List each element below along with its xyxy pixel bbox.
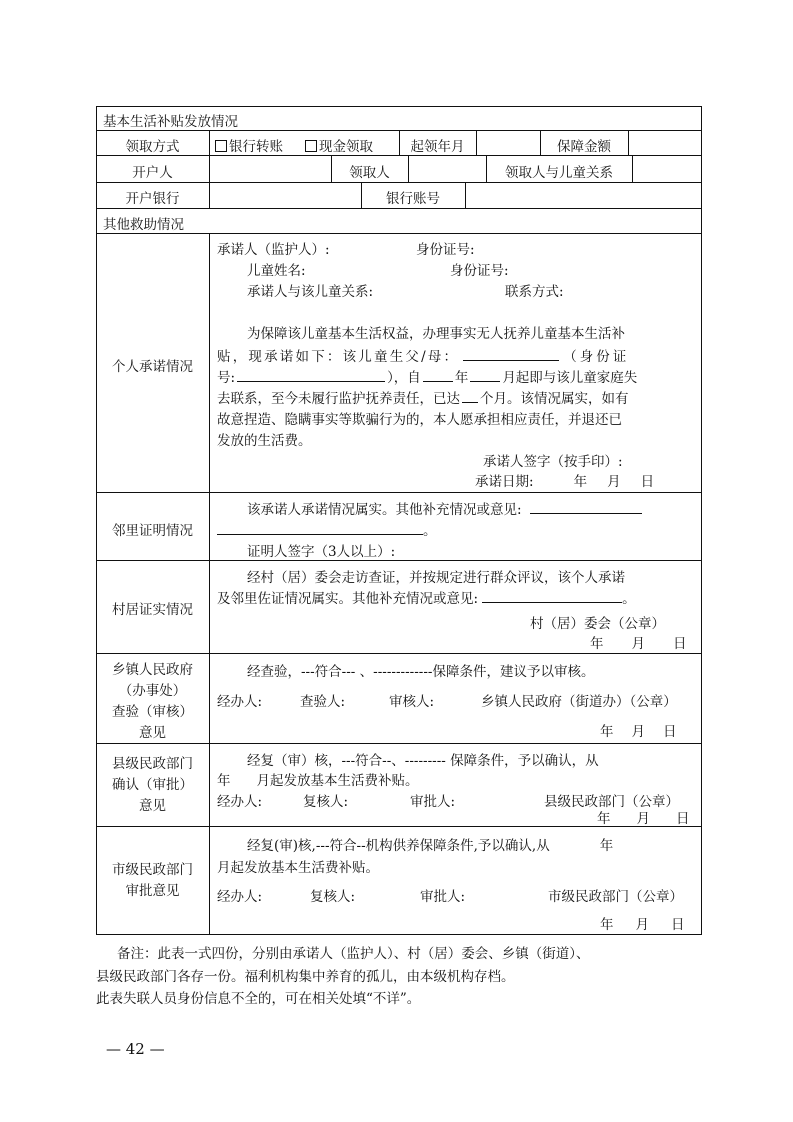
city-rechecker-label: 复核人: (310, 889, 356, 905)
option-bank-transfer[interactable]: 银行转账 (215, 135, 283, 155)
neighbor-opinion-blank[interactable] (530, 500, 642, 514)
months-blank[interactable] (462, 389, 478, 403)
county-seal: 县级民政部门（公章） (544, 794, 679, 810)
account-number-label: 银行账号 (386, 191, 440, 207)
city-text-line-1: 经复(审)核,---符合--机构供养保障条件,予以确认,从 年 (247, 838, 614, 854)
county-text-line-1: 经复（审）核，---符合--、--------- 保障条件，予以确认，从 (247, 753, 599, 769)
city-handler-label: 经办人: (217, 889, 263, 905)
parent-name-blank[interactable] (463, 347, 559, 361)
note-line-1: 备注：此表一式四份，分别由承诺人（监护人）、村（居）委会、乡镇（街道）、 (117, 946, 590, 962)
checkbox-icon[interactable] (215, 140, 227, 152)
commitment-text-line-6: 发放的生活费。 (217, 433, 312, 449)
child-name-label: 儿童姓名: (247, 263, 306, 279)
section-title: 基本生活补贴发放情况 (103, 114, 238, 130)
commitment-text-line-5: 故意捏造、隐瞒事实等欺骗行为的，本人愿承担相应责任，并退还已 (217, 412, 622, 428)
city-approver-label: 审批人: (420, 889, 466, 905)
account-holder-label: 开户人 (132, 165, 173, 181)
county-handler-label: 经办人: (217, 794, 263, 810)
checkbox-icon[interactable] (305, 140, 317, 152)
commitment-label: 个人承诺情况 (112, 359, 193, 375)
lost-month-blank[interactable] (470, 368, 500, 382)
commitment-text-line-2: 贴，现承诺如下：该儿童生父/母： （身份证 (217, 349, 630, 365)
city-seal: 市级民政部门（公章） (548, 889, 683, 905)
township-seal: 乡镇人民政府（街道办）（公章） (481, 694, 677, 710)
commitment-text-line-3: 号: ），自 年 月起即与该儿童家庭失 (217, 370, 638, 386)
receive-method-label: 领取方式 (125, 139, 180, 155)
township-date: 年 月 日 (600, 724, 677, 740)
note-line-2: 县级民政部门各存一份。福利机构集中养育的孤儿，由本级机构存档。 (96, 969, 515, 985)
village-text-line-2: 及邻里佐证情况属实。其他补充情况或意见: 。 (217, 591, 636, 607)
neighbor-label: 邻里证明情况 (112, 523, 193, 539)
contact-label: 联系方式: (505, 284, 564, 300)
receiver-relation-label: 领取人与儿童关系 (505, 165, 613, 181)
township-reviewer-label: 审核人: (389, 694, 435, 710)
village-label: 村居证实情况 (112, 602, 193, 618)
amount-label: 保障金额 (557, 139, 611, 155)
township-handler-label: 经办人: (217, 694, 263, 710)
promiser-relation-label: 承诺人与该儿童关系: (247, 284, 374, 300)
village-seal: 村（居）委会（公章） (530, 616, 665, 632)
child-id-label: 身份证号: (450, 263, 509, 279)
commitment-text-line-1: 为保障该儿童基本生活权益，办理事实无人抚养儿童基本生活补 (247, 326, 625, 342)
neighbor-text-line-2: 。 (217, 519, 437, 539)
promiser-id-label: 身份证号: (416, 242, 475, 258)
start-month-label: 起领年月 (410, 139, 465, 155)
commitment-sign-label: 承诺人签字（按手印）: (483, 454, 623, 470)
other-aid-label: 其他救助情况 (103, 217, 184, 233)
lost-year-blank[interactable] (423, 368, 453, 382)
village-text-line-1: 经村（居）委会走访查证，并按规定进行群众评议，该个人承诺 (247, 570, 625, 586)
city-date: 年 月 日 (600, 917, 685, 933)
page-number: — 42 — (106, 1040, 165, 1058)
township-text-line-1: 经查验，---符合--- 、-------------保障条件，建议予以审核。 (247, 664, 595, 680)
neighbor-opinion-blank-2[interactable] (217, 521, 423, 535)
township-inspector-label: 查验人: (300, 694, 346, 710)
township-label: 乡镇人民政府 （办事处） 查验（审核） 意见 (112, 662, 193, 741)
village-date: 年 月 日 (590, 636, 687, 652)
city-label: 市级民政部门 审批意见 (112, 862, 193, 899)
bank-label: 开户银行 (125, 191, 180, 207)
note-line-3: 此表失联人员身份信息不全的，可在相关处填“不详”。 (96, 991, 421, 1007)
village-opinion-blank[interactable] (482, 589, 622, 603)
commitment-date: 承诺日期: 年 月 日 (475, 474, 655, 490)
parent-id-blank[interactable] (237, 368, 385, 382)
county-date: 年 月 日 (597, 811, 690, 827)
county-rechecker-label: 复核人: (303, 794, 349, 810)
county-label: 县级民政部门 确认（审批） 意见 (112, 756, 193, 814)
option-cash[interactable]: 现金领取 (305, 135, 373, 155)
commitment-text-line-4: 去联系，至今未履行监护抚养责任，已达 个月。该情况属实，如有 (217, 391, 629, 407)
receiver-label: 领取人 (349, 165, 390, 181)
promiser-label: 承诺人（监护人）: (217, 242, 330, 258)
county-approver-label: 审批人: (410, 794, 456, 810)
neighbor-text-line-1: 该承诺人承诺情况属实。其他补充情况或意见: (247, 498, 642, 518)
neighbor-sign-label: 证明人签字（3人以上）: (247, 544, 396, 560)
county-text-line-2: 年 月起发放基本生活费补贴。 (217, 773, 419, 789)
city-text-line-2: 月起发放基本生活费补贴。 (217, 860, 379, 876)
